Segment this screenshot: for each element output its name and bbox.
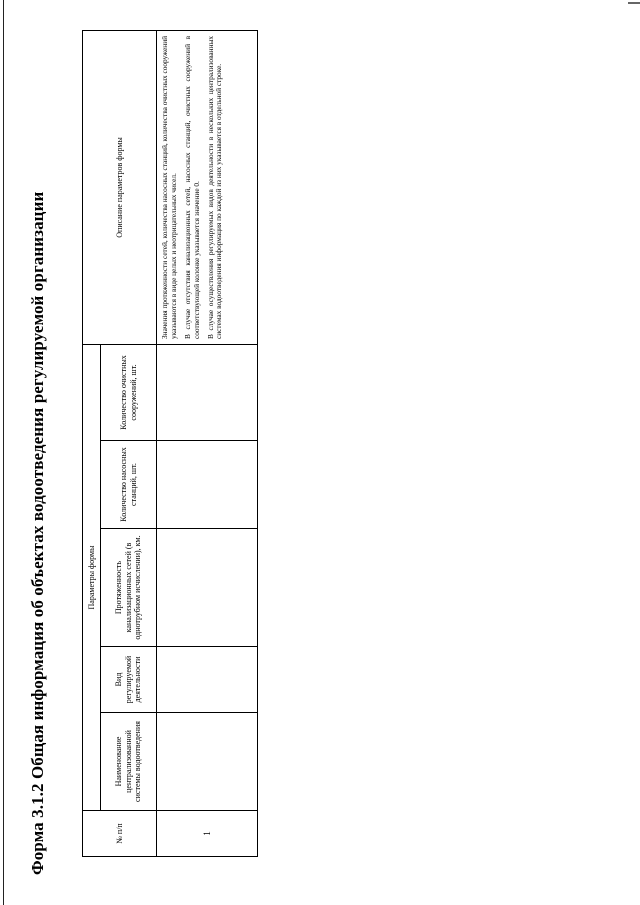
header-description: Описание параметров формы — [83, 30, 157, 344]
header-pump-stations: Количество насосных станций, шт. — [101, 441, 157, 529]
cell-network-length — [157, 529, 258, 647]
cell-number: 1 — [157, 811, 258, 857]
cell-activity-type — [157, 647, 258, 713]
page-title: Форма 3.1.2 Общая информация об объектах водоотведения регулируемой организации — [28, 191, 47, 875]
header-parameters-group: Параметры формы — [83, 344, 101, 810]
cell-pump-stations — [157, 441, 258, 529]
header-system-name: Наименование централизованной системы водоотведения — [101, 713, 157, 811]
header-treatment-facilities: Количество очистных сооружений, шт. — [101, 344, 157, 440]
cell-treatment-facilities — [157, 344, 258, 440]
cell-system-name — [157, 713, 258, 811]
cell-description — [157, 30, 258, 344]
header-number: № п/п — [83, 811, 157, 857]
header-activity-type: Вид регулируемой деятельности — [101, 647, 157, 713]
table-row — [157, 30, 258, 856]
header-row-group — [83, 30, 101, 856]
header-network-length: Протяженность канализационных сетей (в однотрубном исчислении), км. — [101, 529, 157, 647]
form-table — [82, 30, 258, 857]
description-paragraph-2: В случае отсутствия канализационных сетей, насосных станций, очистных сооружений в соответствующей колонке указывается значение 0. — [182, 35, 201, 339]
description-paragraph-1: Значения протяженности сетей, количества насосных станций, количества очистных сооружений указываются в виде целых и неотрицательных чисел. — [160, 35, 178, 339]
description-paragraph-3: В случае осуществления регулируемых видов деятельности в нескольких централизованных системах водоотведения информация по каждой из них указывается в отдельной строке. — [205, 35, 224, 339]
